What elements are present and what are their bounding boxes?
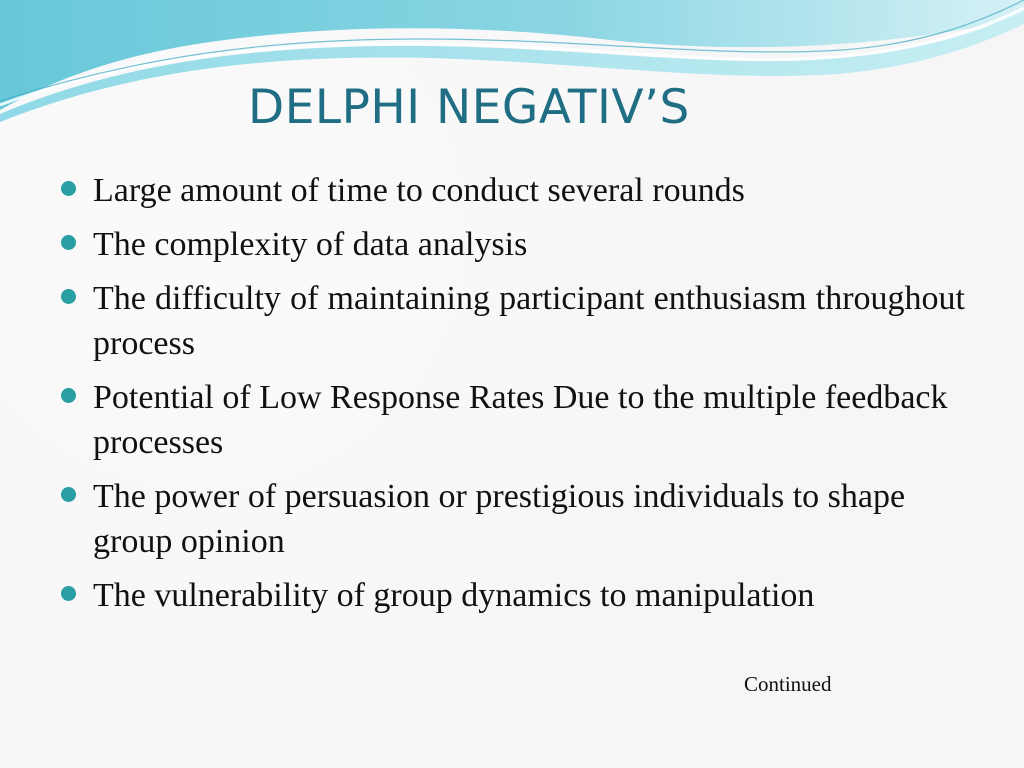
bullet-dot-icon xyxy=(61,487,76,502)
bullet-item xyxy=(60,222,965,267)
bullet-text: The complexity of data analysis xyxy=(93,226,528,263)
bullet-item xyxy=(60,573,965,618)
bullet-text: The difficulty of maintaining participant enthusiasm throughout process xyxy=(93,280,965,362)
bullet-text: Potential of Low Response Rates Due to the multiple feedback processes xyxy=(93,379,948,461)
bullet-item xyxy=(60,168,965,213)
bullet-dot-icon xyxy=(61,388,76,403)
bullet-item xyxy=(60,276,965,366)
bullet-item xyxy=(60,474,965,564)
bullet-dot-icon xyxy=(61,586,76,601)
bullet-dot-icon xyxy=(61,181,76,196)
bullet-item xyxy=(60,375,965,465)
slide-title: DELPHI NEGATIV’S xyxy=(248,80,690,135)
bullet-text: Large amount of time to conduct several rounds xyxy=(93,172,745,209)
bullet-list xyxy=(60,168,965,627)
bullet-text: The vulnerability of group dynamics to manipulation xyxy=(93,577,815,614)
bullet-dot-icon xyxy=(61,289,76,304)
bullet-text: The power of persuasion or prestigious individuals to shape group opinion xyxy=(93,478,906,560)
bullet-dot-icon xyxy=(61,235,76,250)
continued-note: Continued xyxy=(744,672,832,696)
